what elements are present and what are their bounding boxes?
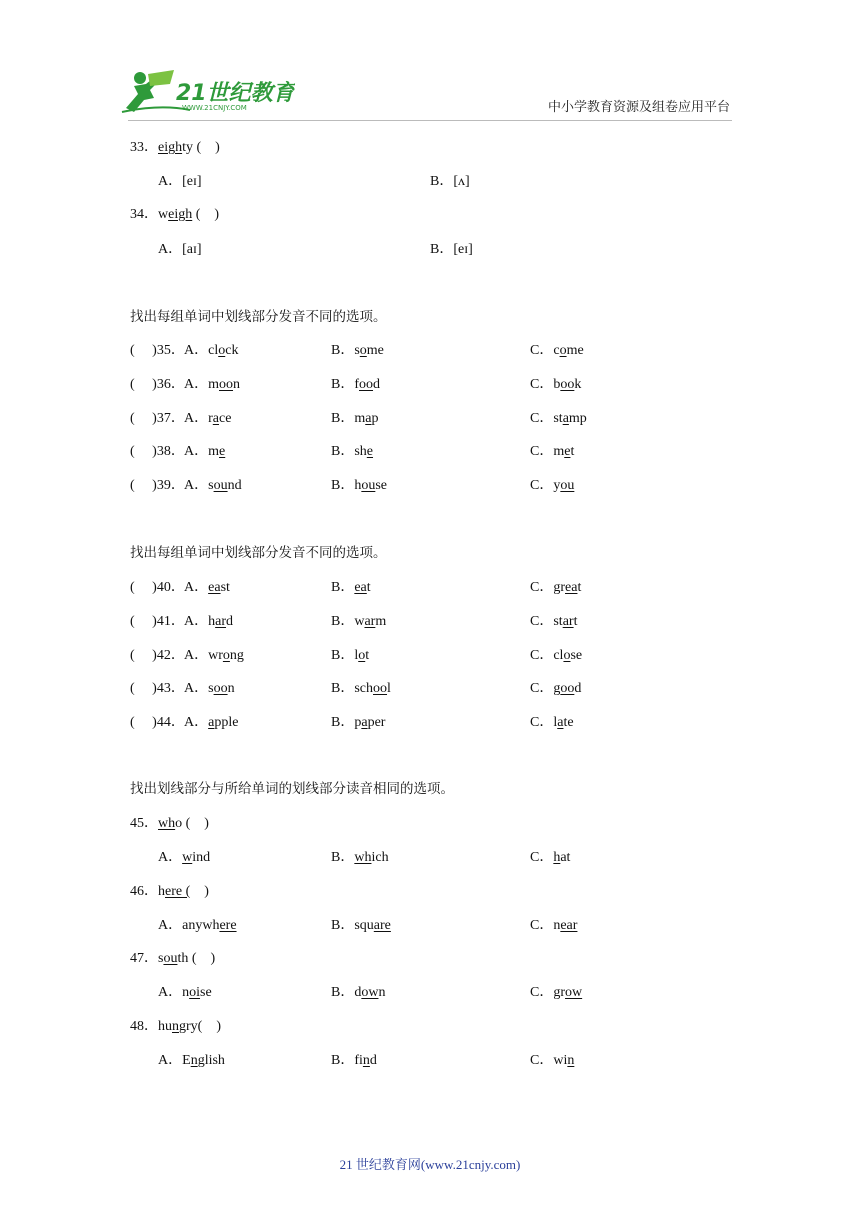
option-word: hat <box>553 850 571 865</box>
option-label: A． <box>184 613 209 629</box>
option-a: A．[aɪ] <box>158 242 202 257</box>
option-label: C． <box>530 343 554 358</box>
underlined-part: e <box>366 444 374 460</box>
question-number: 45． <box>130 816 158 831</box>
option-word: wrong <box>208 647 244 663</box>
option-label: B． <box>331 376 355 392</box>
underlined-part: eigh <box>158 140 183 155</box>
question-stem <box>130 1018 221 1036</box>
option-label: B． <box>331 647 355 663</box>
underlined-part: oi <box>189 985 201 1000</box>
option-word: book <box>553 376 582 392</box>
option-c <box>530 410 587 428</box>
option-label: C． <box>530 410 554 426</box>
option-label: C． <box>530 850 554 865</box>
option-b <box>331 579 371 597</box>
option-c <box>530 680 581 698</box>
underlined-part: n <box>190 1052 198 1068</box>
question-number: ( )42． <box>130 647 185 663</box>
option-word: race <box>208 410 232 426</box>
option-label: C． <box>530 478 554 494</box>
underlined-part: ar <box>215 613 227 629</box>
option-c <box>530 917 577 935</box>
underlined-part: oo <box>213 681 228 697</box>
option-word: eat <box>354 580 371 595</box>
option-label: A． <box>158 1052 183 1068</box>
option-c <box>530 376 581 394</box>
underlined-part: h <box>553 850 561 865</box>
site-logo <box>120 68 295 116</box>
option-a <box>184 579 230 597</box>
option-a <box>184 613 233 631</box>
option-b <box>331 613 386 631</box>
site-name: 中小学教育资源及组卷应用平台 <box>547 100 730 115</box>
option-label: B． <box>331 985 355 1000</box>
question-number: ( )40． <box>130 580 185 595</box>
option-b <box>331 477 387 495</box>
logo-text: 21世纪教育 <box>176 81 295 106</box>
underlined-part: ar <box>562 613 574 629</box>
underlined-part: n <box>362 1052 370 1068</box>
option-word: English <box>182 1052 225 1068</box>
option-label: A． <box>184 647 209 663</box>
question-number: ( )35． <box>130 343 185 358</box>
question-34: 34．weigh ( ) <box>130 207 220 222</box>
underlined-part: oo <box>219 376 234 392</box>
option-label: A． <box>184 410 209 426</box>
option-word: good <box>553 681 582 697</box>
underlined-part: w <box>182 850 193 865</box>
section-1-instruction: 找出每组单词中划线部分发音不同的选项。 <box>130 309 387 325</box>
option-c <box>530 849 570 867</box>
option-word: house <box>354 478 388 494</box>
option-label: B． <box>331 1052 355 1068</box>
underlined-part: are <box>373 917 391 933</box>
underlined-part: oo <box>560 681 575 697</box>
question-number: ( )38． <box>130 444 185 460</box>
option-a <box>158 1052 225 1070</box>
option-word: late <box>553 715 574 731</box>
option-a <box>184 680 235 698</box>
underlined-part: o <box>563 647 571 663</box>
option-b: B．[eɪ] <box>430 242 473 257</box>
option-word: lot <box>354 647 370 663</box>
question-number: 33． <box>130 140 158 155</box>
question-number: ( )41． <box>130 613 185 629</box>
option-label: A． <box>184 580 209 595</box>
option-word: paper <box>354 715 386 731</box>
option-label: B． <box>331 444 355 460</box>
option-a <box>158 917 237 935</box>
option-b <box>331 984 385 1002</box>
option-label: B． <box>331 410 355 426</box>
option-word: east <box>208 580 230 595</box>
option-label: A． <box>184 478 209 494</box>
option-word: food <box>354 376 381 392</box>
option-label: A． <box>184 343 209 358</box>
option-label: B． <box>331 917 355 933</box>
underlined-part: e <box>564 444 571 460</box>
underlined-part: n <box>567 1052 575 1068</box>
option-b <box>331 376 380 394</box>
question-number: ( )36． <box>130 376 185 392</box>
underlined-part: o <box>222 647 230 663</box>
option-b <box>331 647 369 665</box>
option-word: warm <box>354 613 387 629</box>
option-word: find <box>354 1052 377 1068</box>
option-word: moon <box>208 376 241 392</box>
option-label: A． <box>158 850 183 865</box>
option-c <box>530 477 574 495</box>
option-label: C． <box>530 715 554 731</box>
footer-text: 21 世纪教育网(www.21cnjy.com) <box>339 1157 521 1172</box>
underlined-part: ea <box>565 580 578 595</box>
underlined-part: ou <box>361 478 376 494</box>
option-word: here ( ) <box>158 883 209 899</box>
underlined-part: ou <box>163 951 178 966</box>
option-label: B． <box>331 715 355 731</box>
underlined-part: o <box>218 343 226 358</box>
option-label: A． <box>184 444 209 460</box>
option-word: sound <box>208 478 242 494</box>
option-word: you <box>553 478 575 494</box>
runner-logo-icon <box>120 68 295 116</box>
option-a <box>184 342 238 360</box>
question-stem <box>130 883 209 901</box>
option-b <box>331 410 378 428</box>
underlined-part: wh <box>158 816 176 831</box>
option-label: B． <box>331 478 355 494</box>
option-b <box>331 849 389 867</box>
option-word: start <box>553 613 578 629</box>
option-label: A． <box>184 376 209 392</box>
question-stem <box>130 815 209 833</box>
option-word: apple <box>208 715 239 731</box>
question-number: 48． <box>130 1018 158 1034</box>
option-word: hungry( ) <box>158 1018 221 1034</box>
underlined-part: ar <box>364 613 376 629</box>
option-word: close <box>553 647 583 663</box>
option-label: C． <box>530 613 554 629</box>
underlined-part: a <box>365 410 372 426</box>
question-number: ( )44． <box>130 715 185 731</box>
option-a <box>184 477 242 495</box>
option-a: A．[eɪ] <box>158 174 202 189</box>
question-number: ( )43． <box>130 681 185 697</box>
underlined-part: o <box>358 647 366 663</box>
question-number: 46． <box>130 883 158 899</box>
underlined-part: eigh <box>168 207 193 222</box>
option-label: C． <box>530 681 554 697</box>
option-b <box>331 917 391 935</box>
option-word: met <box>553 444 575 460</box>
option-word: she <box>354 444 374 460</box>
option-word: me <box>208 444 226 460</box>
underlined-part: a <box>208 715 215 731</box>
option-label: B． <box>331 580 355 595</box>
underlined-part: ou <box>213 478 228 494</box>
option-word: square <box>354 917 391 933</box>
option-c <box>530 579 581 597</box>
option-word: stamp <box>553 410 587 426</box>
option-c <box>530 714 574 732</box>
option-c <box>530 984 582 1002</box>
option-word: some <box>354 343 384 358</box>
option-word: great <box>553 580 582 595</box>
option-label: B． <box>331 850 355 865</box>
option-a <box>158 849 210 867</box>
option-word: near <box>553 917 578 933</box>
underlined-part: a <box>557 715 564 731</box>
option-label: B． <box>331 343 355 358</box>
option-word: down <box>354 985 386 1000</box>
header-divider <box>128 120 732 121</box>
option-c <box>530 443 574 461</box>
underlined-part: ea <box>354 580 367 595</box>
option-word: grow <box>553 985 583 1000</box>
option-c <box>530 342 584 360</box>
underlined-part: oo <box>373 681 388 697</box>
underlined-part: a <box>361 715 368 731</box>
option-word: anywhere <box>182 917 237 933</box>
underlined-part: o <box>359 343 367 358</box>
option-b <box>331 1052 377 1070</box>
option-word: clock <box>208 343 239 358</box>
question-number: 47． <box>130 951 158 966</box>
option-c <box>530 1052 574 1070</box>
question-number: 34． <box>130 207 158 222</box>
underlined-part: ow <box>361 985 379 1000</box>
option-a <box>184 714 238 732</box>
option-label: A． <box>158 917 183 933</box>
option-label: C． <box>530 647 554 663</box>
option-word: win <box>553 1052 575 1068</box>
underlined-part: o <box>559 343 567 358</box>
option-word: hard <box>208 613 234 629</box>
option-label: B． <box>331 613 355 629</box>
question-number: ( )39． <box>130 478 185 494</box>
option-c <box>530 613 577 631</box>
underlined-part: oo <box>359 376 374 392</box>
option-word: noise <box>182 985 212 1000</box>
option-b: B．[ʌ] <box>430 174 470 189</box>
question-33: 33．eighty ( ) <box>130 140 220 155</box>
option-label: A． <box>184 681 209 697</box>
option-c <box>530 647 582 665</box>
underlined-part: wh <box>354 850 372 865</box>
option-word: south ( ) <box>158 951 216 966</box>
underlined-part: a <box>212 410 220 426</box>
option-word: school <box>354 681 391 697</box>
underlined-part: ere <box>219 917 237 933</box>
option-word: who ( ) <box>158 816 209 831</box>
underlined-part: oo <box>560 376 575 392</box>
question-number: ( )37． <box>130 410 185 426</box>
section-2-instruction: 找出每组单词中划线部分发音不同的选项。 <box>130 545 387 561</box>
section-3-instruction: 找出划线部分与所给单词的划线部分读音相同的选项。 <box>130 781 454 797</box>
option-label: C． <box>530 1052 554 1068</box>
option-word: come <box>553 343 584 358</box>
option-b <box>331 342 384 360</box>
option-a <box>158 984 212 1002</box>
underlined-part: ea <box>208 580 221 595</box>
underlined-part: ou <box>560 478 575 494</box>
option-a <box>184 443 225 461</box>
option-word: soon <box>208 681 235 697</box>
option-label: C． <box>530 917 554 933</box>
question-stem <box>130 950 215 968</box>
underlined-part: e <box>219 444 226 460</box>
underlined-part: ere ( <box>165 883 191 899</box>
option-label: C． <box>530 444 554 460</box>
option-a <box>184 647 244 665</box>
option-a <box>184 376 240 394</box>
underlined-part: n <box>172 1018 179 1034</box>
option-word: wind <box>182 850 211 865</box>
option-word: map <box>354 410 379 426</box>
option-label: A． <box>184 715 209 731</box>
option-b <box>331 680 391 698</box>
option-label: A． <box>158 985 183 1000</box>
option-b <box>331 443 373 461</box>
option-word: which <box>354 850 389 865</box>
option-b <box>331 714 385 732</box>
option-a <box>184 410 231 428</box>
option-label: C． <box>530 580 554 595</box>
option-label: C． <box>530 376 554 392</box>
underlined-part: ow <box>565 985 583 1000</box>
logo-url-text: WWW.21CNJY.COM <box>182 104 247 112</box>
underlined-part: ear <box>560 917 578 933</box>
option-label: C． <box>530 985 554 1000</box>
option-label: B． <box>331 681 355 697</box>
underlined-part: a <box>562 410 569 426</box>
